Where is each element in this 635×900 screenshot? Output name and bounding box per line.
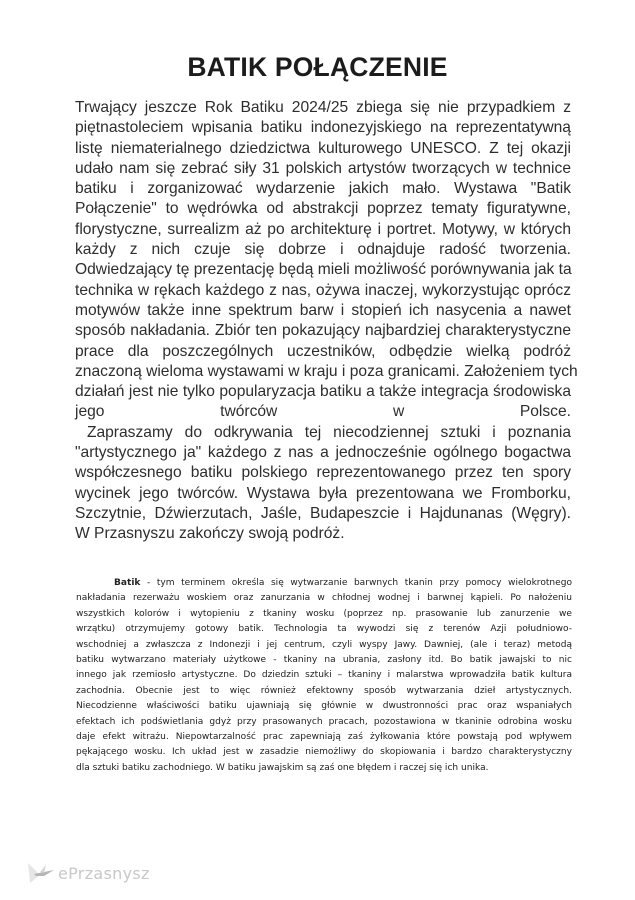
text-line: pękającego wosku. Ich układ jest w zasadzie niemożliwy do skopiowania i bardzo charakterystyczny	[76, 747, 572, 758]
text-line: współczesnego batiku polskiego reprezentowanego przez ten spory	[75, 464, 571, 482]
text-line: wycinek jego twórców. Wystawa była prezentowana we Fromborku,	[75, 484, 571, 502]
text-line: zachodnia. Obecnie jest to więc również efektowny sposób wytwarzania dzieł artystycznych.	[76, 685, 572, 696]
text-line: Szczytnie, Dźwierzutach, Jaśle, Budapeszcie i Hajdunanas (Węgry).	[75, 504, 571, 522]
text-line: Trwający jeszcze Rok Batiku 2024/25 zbiega się nie przypadkiem z	[75, 99, 571, 116]
bird-logo-icon	[26, 861, 56, 885]
text-line: "artystycznego ja" każdego z nas a jednocześnie ogólnego bogactwa	[75, 444, 571, 462]
word: Polsce.	[519, 403, 571, 421]
text-line: Połączenie" to wędrówka od abstrakcji poprzez tematy figuratywne,	[75, 200, 571, 218]
eprzasnysz-watermark	[26, 860, 150, 886]
text-line: W Przasnyszu zakończy swoją podróż.	[75, 525, 345, 543]
text-line: wszystkich kolorów i wytopieniu z tkaniny wosku (poprzez np. prasowanie lub zanurzenie we	[76, 608, 572, 619]
text-line: piętnastoleciem wpisania batiku indonezyjskiego na reprezentatywną	[75, 119, 571, 137]
text-line: udało nam się zebrać siły 31 polskich artystów tworzących w technice	[75, 159, 571, 177]
text-line: Niecodzienne właściwości batiku ujawniają się głównie w dwustronności prac oraz wspaniałych	[76, 701, 572, 712]
text-line: wschodniej a zwłaszcza z Indonezji i jej centrum, czyli wyspy Jawy. Dawniej, (ale i teraz) metodą	[76, 639, 572, 650]
word: jego	[75, 403, 105, 421]
text-line: efektach ich podświetlania gdyż przy prasowanych pracach, pozostawiona w tkaninie odrobina wosku	[76, 716, 572, 727]
text-line: florystyczne, surrealizm aż po architekturę i portret. Motywy, w których	[75, 220, 571, 238]
defined-term: Batik	[114, 578, 141, 588]
text-line: wrzątku) otrzymujemy gotowy batik. Technologia ta wywodzi się z terenów Azji południowo-	[76, 624, 572, 635]
text-line: każdy z nich czuje się dobrze i odnajduje radość tworzenia.	[75, 241, 571, 259]
text-line: batiku i zorganizować wydarzenie jakich mało. Wystawa "Batik	[75, 180, 571, 198]
text-line: dla sztuki batiku zachodniego. W batiku jawajskim są zaś one błędem i raczej się ich unika.	[76, 762, 489, 773]
batik-definition-note	[76, 576, 572, 776]
page-title: BATIK POŁĄCZENIE	[187, 52, 448, 82]
text-line: nakładania rezerważu woskiem oraz zanurzania w chłodnej wodnej i barwnej kąpieli. Po nałożeniu	[76, 593, 572, 604]
watermark-text: ePrzasnysz	[58, 863, 150, 883]
text-line: prace dla poszczególnych uczestników, odbędzie wielką podróż	[75, 342, 571, 360]
text-line-spread	[75, 402, 571, 422]
definition-text: - tym terminem określa się wytwarzanie barwnych tkanin przy pomocy wielokrotnego	[140, 578, 572, 588]
text-line	[76, 576, 572, 591]
text-line: batiku wytwarzano materiały użytkowe - tkaniny na ubrania, zasłony itd. Bo batik jawajski to nic	[76, 655, 572, 666]
text-line: motywów także inne spektrum barw i stopień ich nasycenia a nawet	[75, 301, 571, 319]
text-line: Odwiedzający tę prezentację będą mieli możliwość porównywania jak ta	[75, 261, 572, 279]
text-line: sposób nakładania. Zbiór ten pokazujący najbardziej charakterystyczne	[75, 322, 571, 340]
text-line: Zapraszamy do odkrywania tej niecodziennej sztuki i poznania	[75, 423, 571, 441]
text-line: innego jak rzemiosło artystyczne. Do dziedzin sztuki – tkaniny i malarstwa wprowadziła batik kultura	[76, 670, 572, 681]
text-line: znaczoną wieloma wystawami w kraju i poza granicami. Założeniem tych	[75, 362, 578, 380]
word: twórców	[220, 403, 278, 421]
word: w	[392, 403, 405, 421]
text-line: działań jest nie tylko popularyzacja batiku a także integracja środowiska	[75, 383, 571, 401]
main-paragraph	[75, 98, 578, 545]
text-line: daje efekt witrażu. Niepowtarzalność prac zapewniają zaś żyłkowania które powstają pod wpływem	[76, 732, 572, 743]
text-line: technika w rękach każdego z nas, ożywa inaczej, wykorzystując oprócz	[75, 281, 571, 299]
text-line: listę niematerialnego dziedzictwa kulturowego UNESCO. Z tej okazji	[75, 139, 571, 157]
